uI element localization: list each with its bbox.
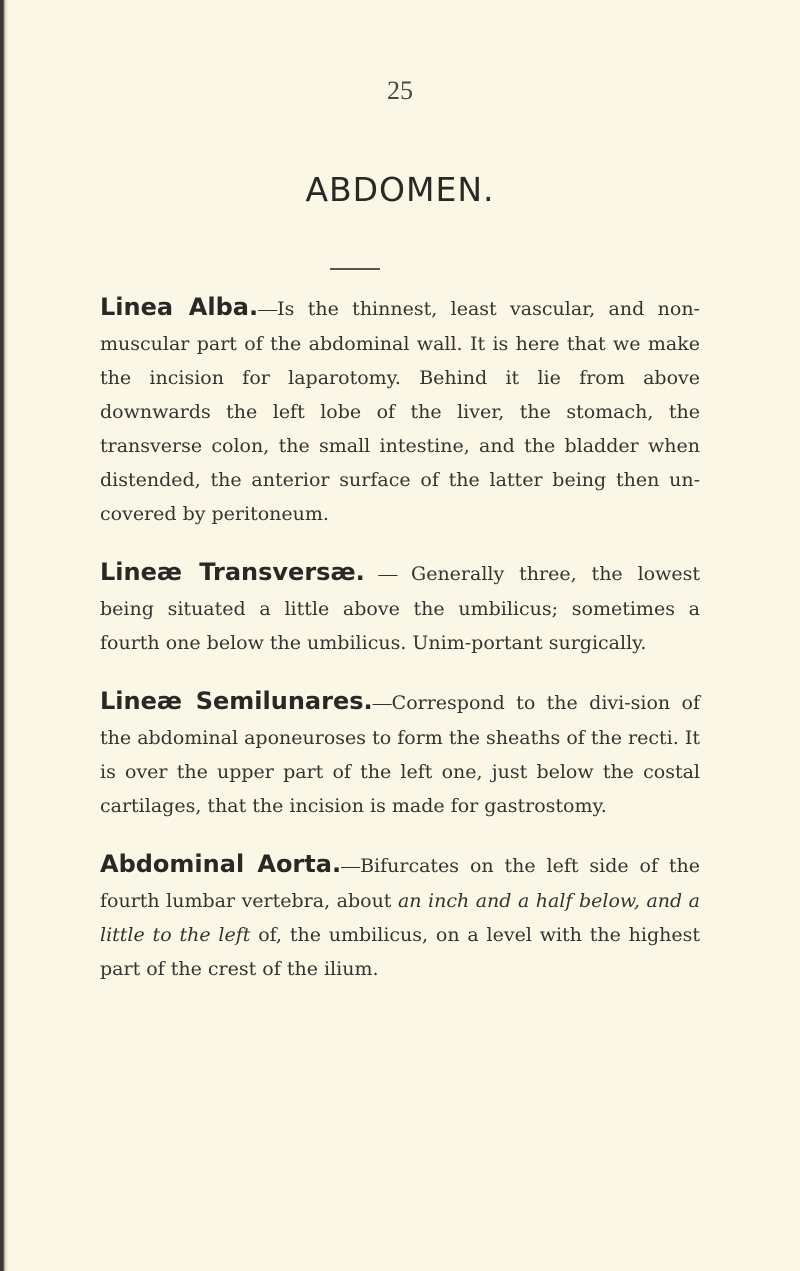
entry-term: Lineæ Transversæ. [100, 558, 365, 586]
entry-text: Is the thinnest, least vascular, and non-muscular part of the abdominal wall. It is here that we make the incision for laparotomy. Behind it lie from above downwards the left lobe of the liver, the stomach, the transverse colon, the small intestine, and the bladder when distended, the anterior surface of the latter being then un-covered by peritoneum. [100, 298, 700, 525]
entry-text: Generally three, the lowest being situated a little above the umbilicus; sometimes a fourth one below the umbilicus. Unim-portant surgically. [100, 563, 701, 654]
body-text [100, 290, 700, 986]
entry-text: Correspond to the divi-sion of the abdominal aponeuroses to form the sheaths of the recti. It is over the upper part of the left one, just below the costal cartilages, that the incision is made for gastrostomy. [100, 692, 700, 817]
entry-term: Lineæ Semilunares. [100, 687, 373, 715]
page-number: 25 [387, 76, 413, 105]
entry-abdominal-aorta [100, 847, 700, 986]
entry-linea-alba [100, 290, 700, 531]
chapter-title: ABDOMEN. [305, 170, 495, 209]
entry-text-italic: an inch and a half below, and a little to the left [100, 890, 701, 946]
entry-lineae-transversae [100, 555, 700, 660]
entry-text: of, the umbilicus, on a level with the highest part of the crest of the ilium. [100, 924, 701, 980]
entry-term: Abdominal Aorta. [100, 850, 342, 878]
entry-text: Bifurcates on the left side of the fourth lumbar vertebra, about [100, 855, 701, 912]
entry-separator: — [372, 693, 392, 714]
entry-term: Linea Alba. [100, 293, 259, 321]
entry-lineae-semilunares [100, 684, 700, 823]
entry-separator: — [364, 564, 412, 585]
entry-separator: — [258, 299, 278, 320]
title-rule [330, 268, 380, 270]
entry-separator: — [341, 856, 361, 877]
